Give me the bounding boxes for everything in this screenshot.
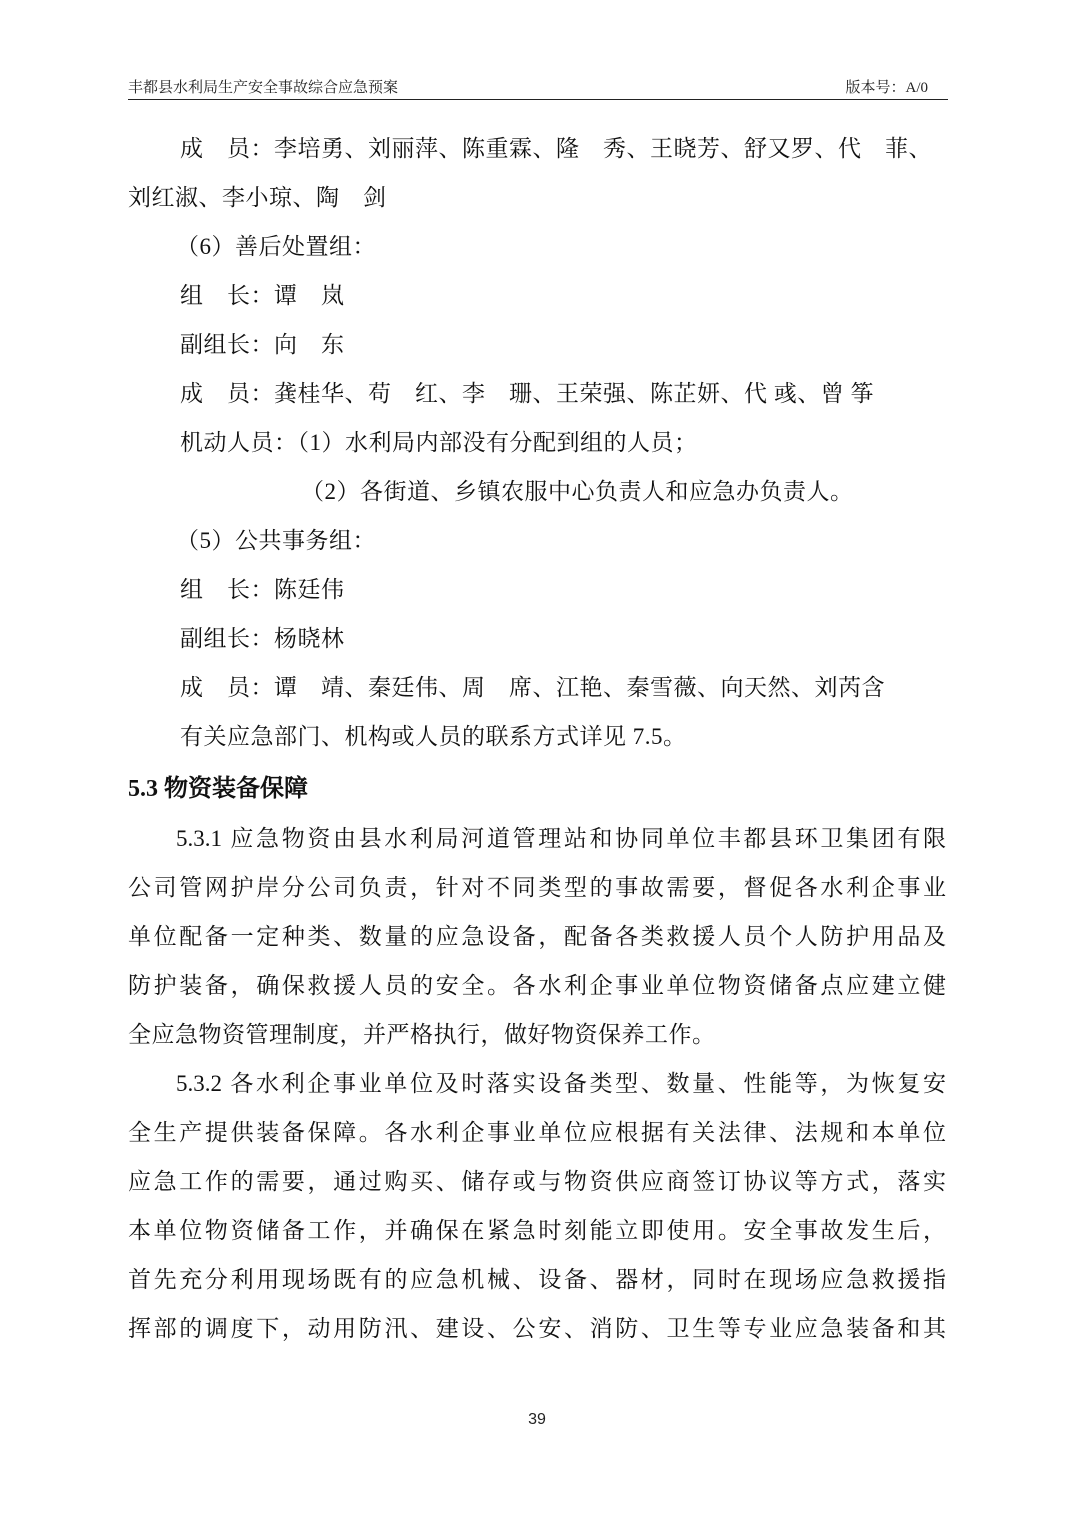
group-leader: 组 长：谭 岚 <box>180 283 345 308</box>
group-title: （6）善后处置组： <box>176 234 376 259</box>
section-heading: 5.3 物资装备保障 <box>128 776 308 802</box>
paragraph-line: 本单位物资储备工作，并确保在紧急时刻能立即使用。安全事故发生后， <box>128 1218 946 1243</box>
mobile-staff-item: （2）各街道、乡镇农服中心负责人和应急办负责人。 <box>301 479 854 504</box>
paragraph-line: 全生产提供装备保障。各水利企事业单位应根据有关法律、法规和本单位 <box>128 1120 946 1145</box>
paragraph-line: 公司管网护岸分公司负责，针对不同类型的事故需要，督促各水利企事业 <box>128 875 946 900</box>
contact-note: 有关应急部门、机构或人员的联系方式详见 7.5。 <box>180 724 687 749</box>
header-version: 版本号：A/0 <box>845 80 928 96</box>
members-line-continued: 刘红淑、李小琼、陶 剑 <box>128 185 387 210</box>
paragraph-line: 单位配备一定种类、数量的应急设备，配备各类救援人员个人防护用品及 <box>128 924 946 949</box>
paragraph-line: 防护装备，确保救援人员的安全。各水利企事业单位物资储备点应建立健 <box>128 973 946 998</box>
group-members: 成 员：龚桂华、苟 红、李 珊、王荣强、陈芷妍、代 彧、曾 筝 <box>180 381 874 406</box>
page-header <box>128 76 948 100</box>
mobile-staff-item: 机动人员：（1）水利局内部没有分配到组的人员； <box>180 430 698 455</box>
paragraph-line: 挥部的调度下，动用防汛、建设、公安、消防、卫生等专业应急装备和其 <box>128 1316 946 1341</box>
paragraph-line: 5.3.2 各水利企事业单位及时落实设备类型、数量、性能等，为恢复安 <box>176 1071 946 1096</box>
header-document-title: 丰都县水利局生产安全事故综合应急预案 <box>128 80 399 96</box>
paragraph-line: 全应急物资管理制度，并严格执行，做好物资保养工作。 <box>128 1022 716 1047</box>
paragraph-line: 应急工作的需要，通过购买、储存或与物资供应商签订协议等方式，落实 <box>128 1169 946 1194</box>
paragraph-line: 首先充分利用现场既有的应急机械、设备、器材，同时在现场应急救援指 <box>128 1267 946 1292</box>
group-title: （5）公共事务组： <box>176 528 376 553</box>
page-number: 39 <box>528 1411 546 1428</box>
header-divider <box>128 99 948 100</box>
group-leader: 组 长：陈廷伟 <box>180 577 345 602</box>
group-deputy-leader: 副组长：向 东 <box>180 332 345 357</box>
members-line: 成 员：李培勇、刘丽萍、陈重霖、隆 秀、王晓芳、舒又罗、代 菲、 <box>180 136 932 161</box>
paragraph-line: 5.3.1 应急物资由县水利局河道管理站和协同单位丰都县环卫集团有限 <box>176 826 946 851</box>
group-deputy-leader: 副组长：杨晓林 <box>180 626 345 651</box>
group-members: 成 员：谭 靖、秦廷伟、周 席、江艳、秦雪薇、向天然、刘芮含 <box>180 675 885 700</box>
